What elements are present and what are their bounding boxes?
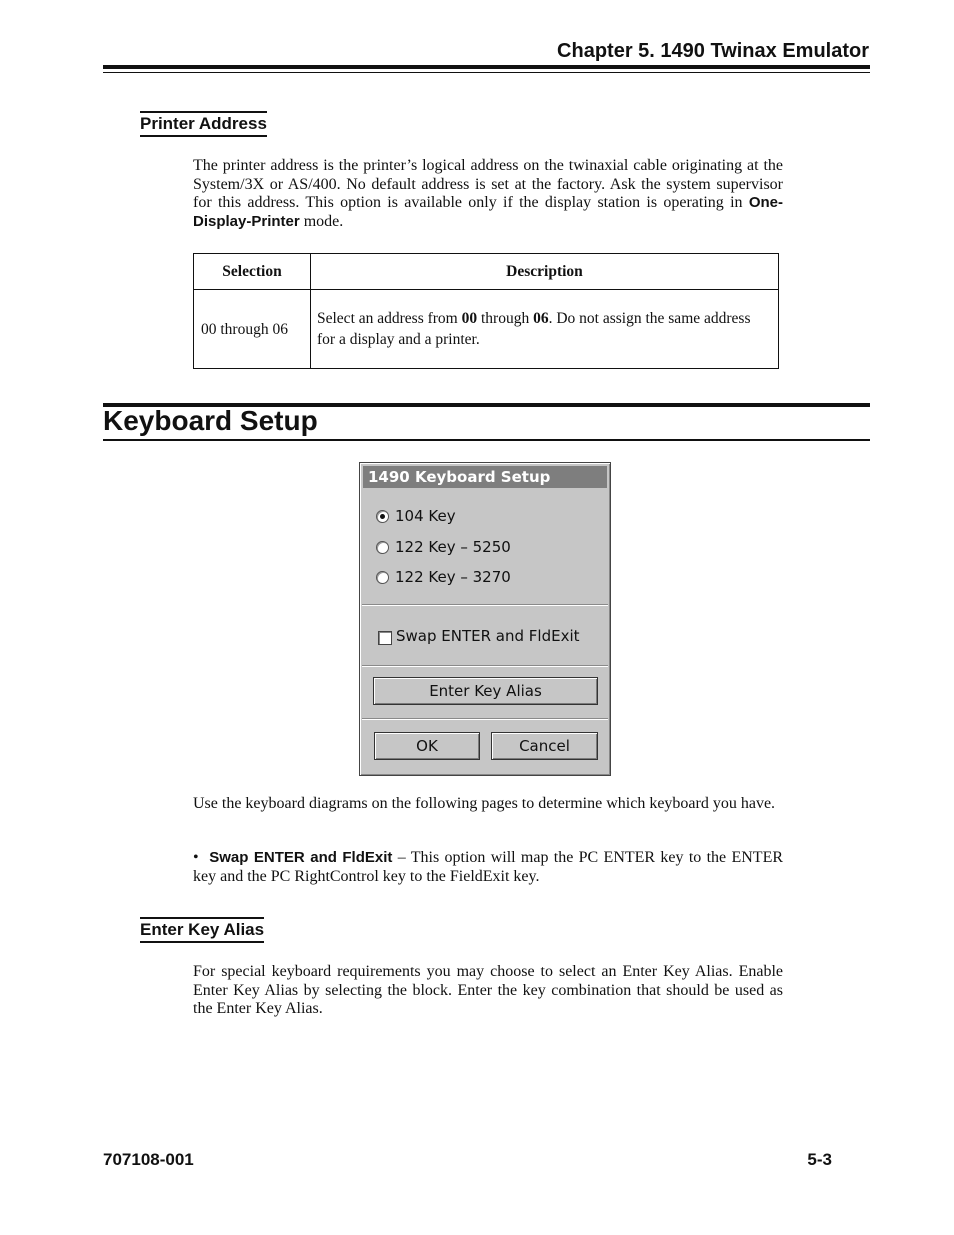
table-cell-selection: 00 through 06 [194,290,311,369]
radio-label: 104 Key [395,507,456,525]
checkbox-label: Swap ENTER and FldExit [396,627,580,645]
radio-selected-icon[interactable] [376,510,389,523]
table-header-description: Description [311,254,779,290]
ok-button[interactable]: OK [374,732,480,760]
dialog-divider [362,665,608,667]
radio-icon[interactable] [376,571,389,584]
header-rule-thin [103,72,870,73]
enter-key-alias-heading: Enter Key Alias [140,917,264,943]
printer-address-mode: One-Display-Printer [193,194,783,230]
swap-enter-bullet [193,849,783,886]
printer-address-paragraph [193,157,783,231]
swap-enter-checkbox[interactable] [378,626,580,646]
header-rule [103,65,870,69]
keyboard-setup-dialog [359,462,611,776]
radio-label: 122 Key – 5250 [395,538,511,556]
cancel-button[interactable]: Cancel [491,732,598,760]
table-row [194,290,779,369]
bullet-text: – This option will map the PC ENTER key to the ENTER key and the PC RightControl key to the FieldExit key. [193,849,784,885]
radio-label: 122 Key – 3270 [395,568,511,586]
checkbox-icon[interactable] [378,631,392,645]
dialog-title: 1490 Keyboard Setup [363,466,607,488]
radio-icon[interactable] [376,541,389,554]
enter-key-alias-paragraph: For special keyboard requirements you may choose to select an Enter Key Alias. Enable Enter Key Alias by selecting the block. Enter the key combination that should be used as the Enter Key Alias. [193,963,783,1017]
footer-page-number: 5-3 [807,1150,832,1169]
chapter-title: Chapter 5. 1490 Twinax Emulator [557,40,869,62]
table-cell-description [311,290,779,369]
section-rule-bottom [103,439,870,441]
printer-address-table [193,253,779,369]
printer-address-text-b: mode. [299,212,344,230]
radio-122-key-5250[interactable] [376,537,511,557]
enter-key-alias-button[interactable]: Enter Key Alias [373,677,598,705]
printer-address-heading: Printer Address [140,111,267,137]
table-header-row [194,254,779,290]
desc-text-a: Select an address from [317,310,462,327]
bullet-term: Swap ENTER and FldExit [209,849,393,866]
printer-address-text-a: The printer address is the printer’s logical address on the twinaxial cable originating at the System/3X or AS/400. No default address is set at the factory. Ask the system supervisor for this address. This option is available only if the display station is operating in [193,157,783,211]
radio-122-key-3270[interactable] [376,567,511,587]
radio-104-key[interactable] [376,506,456,526]
dialog-divider [362,718,608,720]
desc-text-c: through [477,310,534,327]
desc-bold-start: 00 [461,310,478,327]
desc-bold-end: 06 [533,310,549,327]
desc-text-d: . Do not assign the same address for a display and a printer. [317,310,751,348]
bullet-marker: • [193,849,199,866]
dialog-divider [362,604,608,606]
footer-doc-number: 707108-001 [103,1150,194,1169]
keyboard-setup-heading: Keyboard Setup [103,405,318,436]
keyboard-paragraph: Use the keyboard diagrams on the following pages to determine which keyboard you have. [193,795,776,812]
table-header-selection: Selection [194,254,311,290]
